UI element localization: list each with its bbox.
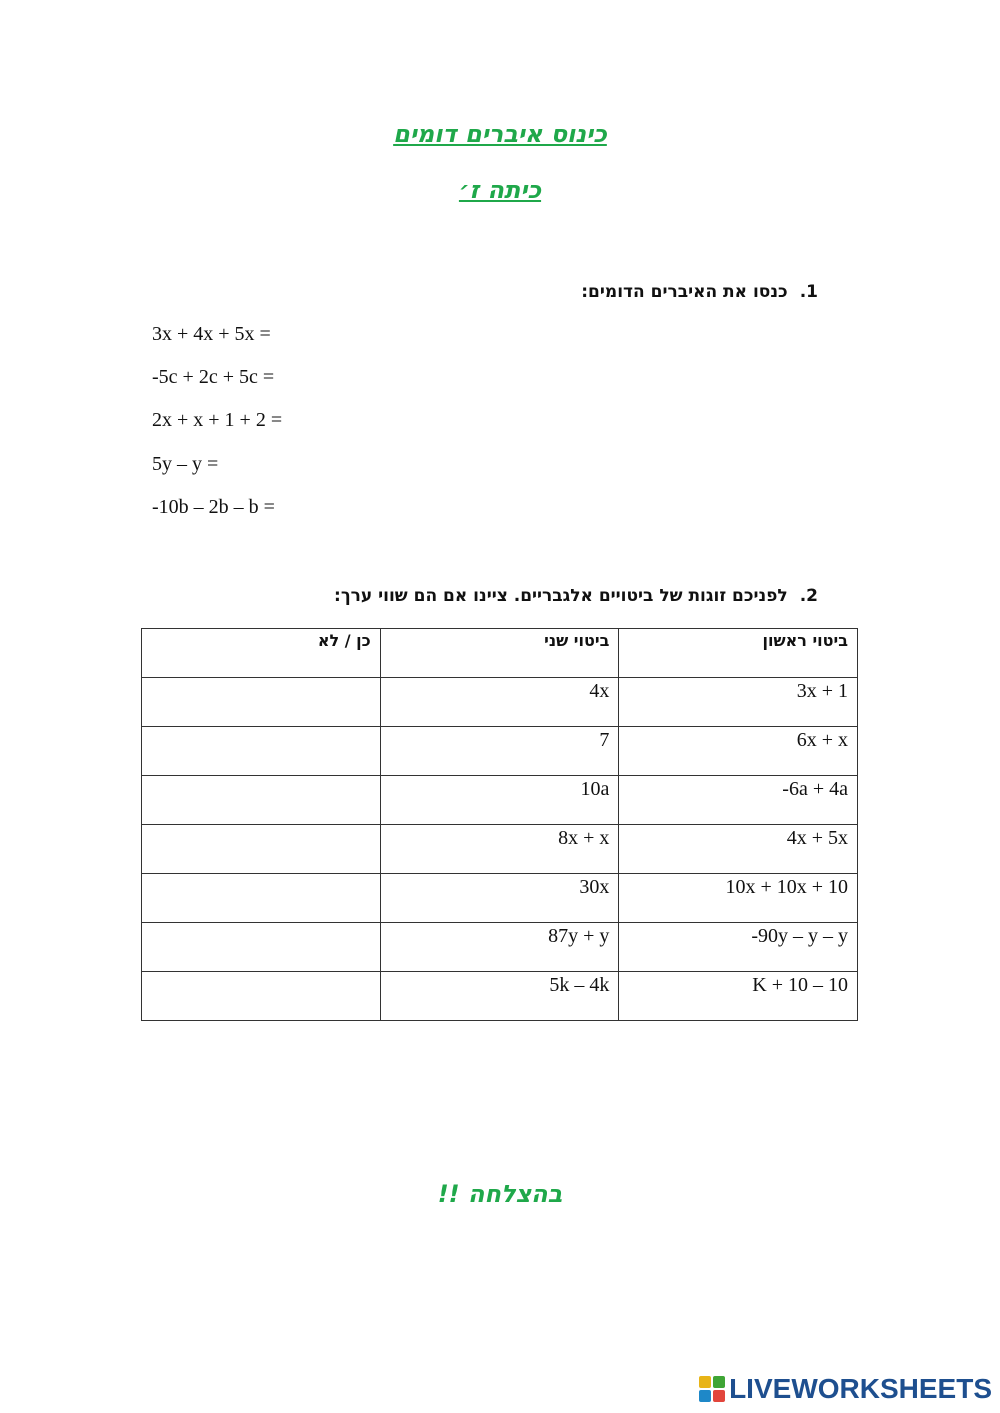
first-expression-cell: -6a + 4a <box>619 776 858 825</box>
worksheet-subtitle: כיתה ז׳ <box>458 176 542 204</box>
question-2-heading <box>334 586 818 606</box>
question-1-number: 1. <box>799 282 818 302</box>
brand-name: LIVEWORKSHEETS <box>729 1373 992 1404</box>
first-expression-cell: 10x + 10x + 10 <box>619 874 858 923</box>
second-expression-cell: 10a <box>380 776 619 825</box>
answer-cell[interactable] <box>142 972 381 1021</box>
first-expression-cell: 3x + 1 <box>619 678 858 727</box>
expression-2: -5c + 2c + 5c = <box>152 366 275 388</box>
liveworksheets-brand[interactable] <box>699 1373 992 1405</box>
answer-cell[interactable] <box>142 923 381 972</box>
first-expression-cell: K + 10 – 10 <box>619 972 858 1021</box>
answer-cell[interactable] <box>142 874 381 923</box>
first-expression-cell: -90y – y – y <box>619 923 858 972</box>
second-expression-cell: 7 <box>380 727 619 776</box>
second-expression-cell: 4x <box>380 678 619 727</box>
answer-cell[interactable] <box>142 825 381 874</box>
expression-3: 2x + x + 1 + 2 = <box>152 409 283 431</box>
table-header-row <box>142 629 858 678</box>
logo-square <box>713 1390 725 1402</box>
header-second-expression: ביטוי שני <box>380 629 619 678</box>
header-yes-no: כן / לא <box>142 629 381 678</box>
table-row <box>142 874 858 923</box>
table-row <box>142 776 858 825</box>
table-row <box>142 825 858 874</box>
answer-cell[interactable] <box>142 727 381 776</box>
good-luck-text: בהצלחה !! <box>437 1180 563 1208</box>
expression-4: 5y – y = <box>152 453 219 475</box>
table-row <box>142 678 858 727</box>
expression-pairs-table <box>141 628 858 1021</box>
second-expression-cell: 5k – 4k <box>380 972 619 1021</box>
logo-square <box>699 1390 711 1402</box>
second-expression-cell: 8x + x <box>380 825 619 874</box>
expression-1: 3x + 4x + 5x = <box>152 323 271 345</box>
table-row <box>142 972 858 1021</box>
second-expression-cell: 87y + y <box>380 923 619 972</box>
answer-cell[interactable] <box>142 776 381 825</box>
table-row <box>142 923 858 972</box>
first-expression-cell: 4x + 5x <box>619 825 858 874</box>
liveworksheets-logo-icon <box>699 1376 725 1402</box>
logo-square <box>699 1376 711 1388</box>
question-2-text: לפניכם זוגות של ביטויים אלגבריים. ציינו אם הם שווי ערך: <box>334 586 788 606</box>
worksheet-title: כינוס איברים דומים <box>393 120 607 148</box>
question-1-heading <box>581 282 818 302</box>
first-expression-cell: 6x + x <box>619 727 858 776</box>
answer-cell[interactable] <box>142 678 381 727</box>
question-1-text: כנסו את האיברים הדומים: <box>581 282 788 302</box>
second-expression-cell: 30x <box>380 874 619 923</box>
expression-5: -10b – 2b – b = <box>152 496 275 518</box>
logo-square <box>713 1376 725 1388</box>
table-row <box>142 727 858 776</box>
question-2-number: 2. <box>799 586 818 606</box>
header-first-expression: ביטוי ראשון <box>619 629 858 678</box>
